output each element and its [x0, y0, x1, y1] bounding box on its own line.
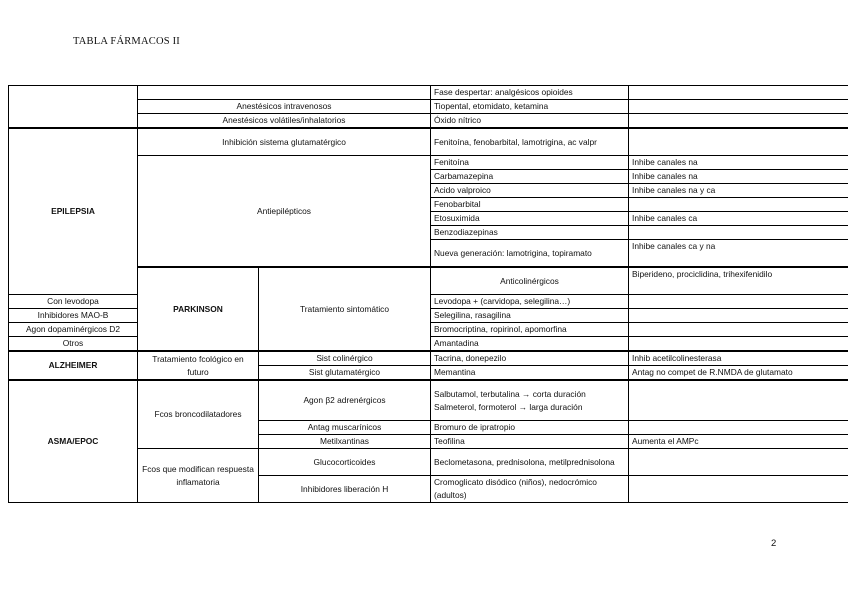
subclass-cell: Sist colinérgico [259, 351, 431, 366]
drugs-cell: Cromoglicato disódico (niños), nedocrómico (adultos) [431, 476, 629, 503]
drugs-cell: Amantadina [431, 337, 629, 352]
mechanism-cell: Antag no compet de R.NMDA de glutamato [629, 366, 848, 381]
subclass-cell: Inhibidores liberación H [259, 476, 431, 503]
group-cell-epilepsia: EPILEPSIA [9, 128, 138, 295]
drugs-cell: Bromocriptina, ropirinol, apomorfina [431, 323, 629, 337]
group-cell-empty [9, 86, 138, 129]
drugs-cell: Memantina [431, 366, 629, 381]
mechanism-cell [629, 309, 848, 323]
drugs-cell: Tiopental, etomidato, ketamina [431, 100, 629, 114]
drugs-cell: Levodopa + (carvidopa, selegilina…) [431, 295, 629, 309]
mechanism-cell [629, 380, 848, 421]
subclass-cell: Metilxantinas [259, 435, 431, 449]
mechanism-cell [629, 226, 848, 240]
drugs-cell: Fenitoína, fenobarbital, lamotrigina, ac valpr [431, 128, 629, 156]
subclass-cell: Con levodopa [9, 295, 138, 309]
mechanism-cell: Inhibe canales na y ca [629, 184, 848, 198]
mechanism-cell: Inhibe canales ca [629, 212, 848, 226]
mechanism-cell [629, 128, 848, 156]
drugs-cell: Nueva generación: lamotrigina, topiramato [431, 240, 629, 268]
mechanism-cell: Inhibe canales na [629, 170, 848, 184]
mechanism-cell [629, 323, 848, 337]
category-cell: Antiepilépticos [138, 156, 431, 268]
table-row [9, 380, 848, 421]
drugs-cell: Óxido nítrico [431, 114, 629, 129]
subclass-cell: Glucocorticoides [259, 449, 431, 476]
drugs-line: Salmeterol, formoterol → larga duración [434, 401, 583, 412]
group-cell-asma-epoc: ASMA/EPOC [9, 380, 138, 503]
drugs-cell: Carbamazepina [431, 170, 629, 184]
drugs-cell: Fenitoína [431, 156, 629, 170]
category-cell: Inhibición sistema glutamatérgico [138, 128, 431, 156]
drugs-cell: Tacrina, donepezilo [431, 351, 629, 366]
drugs-line: Salbutamol, terbutalina → corta duración [434, 388, 586, 399]
subclass-cell: Sist glutamatérgico [259, 366, 431, 381]
subclass-cell: Antag muscarínicos [259, 421, 431, 435]
drugs-cell: Etosuximida [431, 212, 629, 226]
subclass-cell: Inhibidores MAO-B [9, 309, 138, 323]
mechanism-cell: Inhibe canales ca y na [629, 240, 848, 268]
category-cell: Anestésicos intravenosos [138, 100, 431, 114]
treatment-cell: Tratamiento fcológico en futuro [138, 351, 259, 380]
mechanism-cell [629, 449, 848, 476]
table-row [9, 86, 848, 100]
page-number: 2 [771, 538, 777, 549]
drugs-cell: Fase despertar: analgésicos opioides [431, 86, 629, 100]
drugs-cell: Selegilina, rasagilina [431, 309, 629, 323]
treatment-cell: Fcos broncodilatadores [138, 380, 259, 449]
subclass-cell: Agon β2 adrenérgicos [259, 380, 431, 421]
document-title: TABLA FÁRMACOS II [73, 36, 180, 47]
table-row [9, 128, 848, 156]
mechanism-cell [629, 337, 848, 352]
treatment-cell: Tratamiento sintomático [259, 267, 431, 351]
subclass-cell: Anticolinérgicos [431, 267, 629, 295]
mechanism-cell [629, 476, 848, 503]
mechanism-cell [629, 295, 848, 309]
drugs-cell: Benzodiazepinas [431, 226, 629, 240]
category-cell: Anestésicos volátiles/inhalatorios [138, 114, 431, 129]
mechanism-cell: Inhib acetilcolinesterasa [629, 351, 848, 366]
drug-table [8, 85, 848, 503]
subclass-cell: Otros [9, 337, 138, 352]
mechanism-cell: Aumenta el AMPc [629, 435, 848, 449]
drugs-cell: Fenobarbital [431, 198, 629, 212]
mechanism-cell [629, 114, 848, 129]
subclass-cell: Agon dopaminérgicos D2 [9, 323, 138, 337]
drugs-cell: Beclometasona, prednisolona, metilprednisolona [431, 449, 629, 476]
category-cell-empty [138, 86, 431, 100]
table-row [9, 351, 848, 366]
mechanism-cell [629, 100, 848, 114]
drugs-cell: Teofilina [431, 435, 629, 449]
drugs-cell: Bromuro de ipratropio [431, 421, 629, 435]
mechanism-cell: Inhibe canales na [629, 156, 848, 170]
mechanism-cell [629, 198, 848, 212]
drugs-cell: Biperideno, prociclidina, trihexifenidilo [629, 267, 848, 295]
treatment-cell: Fcos que modifican respuesta inflamatoria [138, 449, 259, 503]
drugs-cell: Acido valproico [431, 184, 629, 198]
mechanism-cell [629, 421, 848, 435]
mechanism-cell [629, 86, 848, 100]
drugs-cell [431, 380, 629, 421]
group-cell-alzheimer: ALZHEIMER [9, 351, 138, 380]
group-cell-parkinson: PARKINSON [138, 267, 259, 351]
